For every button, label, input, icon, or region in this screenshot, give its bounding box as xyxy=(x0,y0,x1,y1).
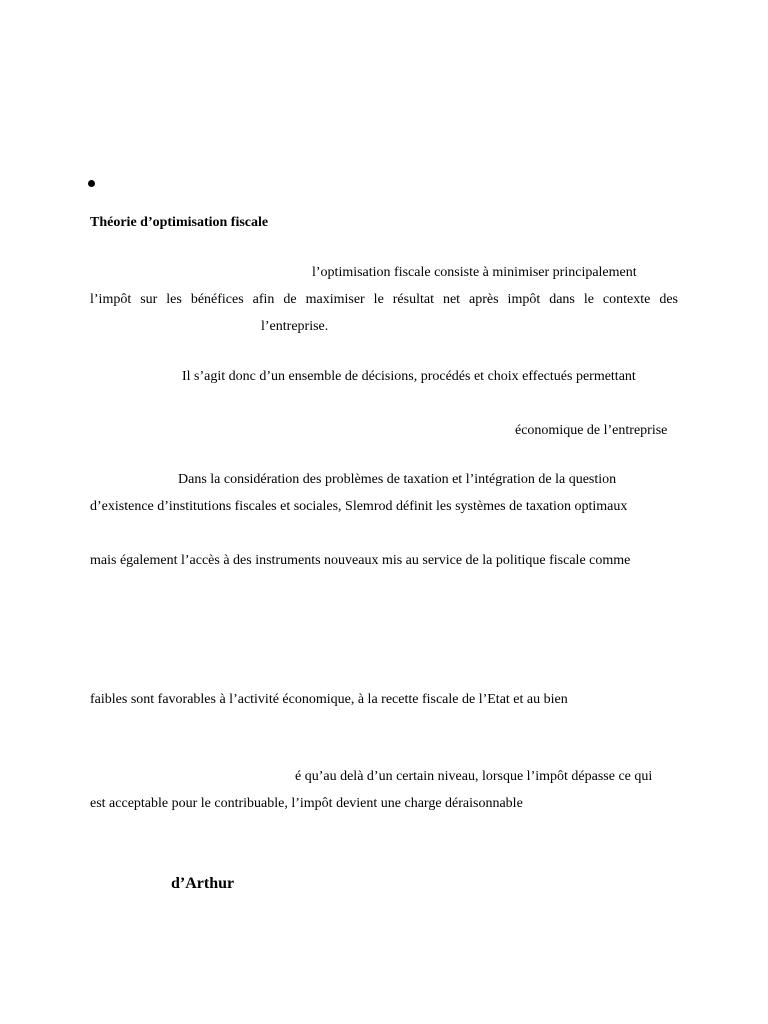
paragraph3-line2: d’existence d’institutions fiscales et sociales, Slemrod définit les systèmes de taxation optimaux xyxy=(90,499,628,514)
paragraph3-line1: Dans la considération des problèmes de taxation et l’intégration de la question xyxy=(178,472,617,487)
paragraph1-line2: l’impôt sur les bénéfices afin de maximiser le résultat net après impôt dans le contexte des xyxy=(90,292,678,307)
paragraph2-line1: Il s’agit donc d’un ensemble de décisions, procédés et choix effectués permettant xyxy=(182,369,636,384)
section-title: Théorie d’optimisation fiscale xyxy=(90,215,269,230)
bullet-icon xyxy=(88,180,95,187)
paragraph3-line3: mais également l’accès à des instruments nouveaux mis au service de la politique fiscale comme xyxy=(90,553,631,568)
paragraph4-line1: faibles sont favorables à l’activité économique, à la recette fiscale de l’Etat et au bien xyxy=(90,692,568,707)
paragraph5-line2: est acceptable pour le contribuable, l’impôt devient une charge déraisonnable xyxy=(90,796,523,811)
paragraph1-line3: l’entreprise. xyxy=(261,319,329,334)
paragraph1-line1: l’optimisation fiscale consiste à minimiser principalement xyxy=(312,265,637,280)
subheading: d’Arthur xyxy=(171,875,235,892)
paragraph2-line2: économique de l’entreprise xyxy=(515,423,668,438)
paragraph5-line1: é qu’au delà d’un certain niveau, lorsque l’impôt dépasse ce qui xyxy=(295,769,653,784)
